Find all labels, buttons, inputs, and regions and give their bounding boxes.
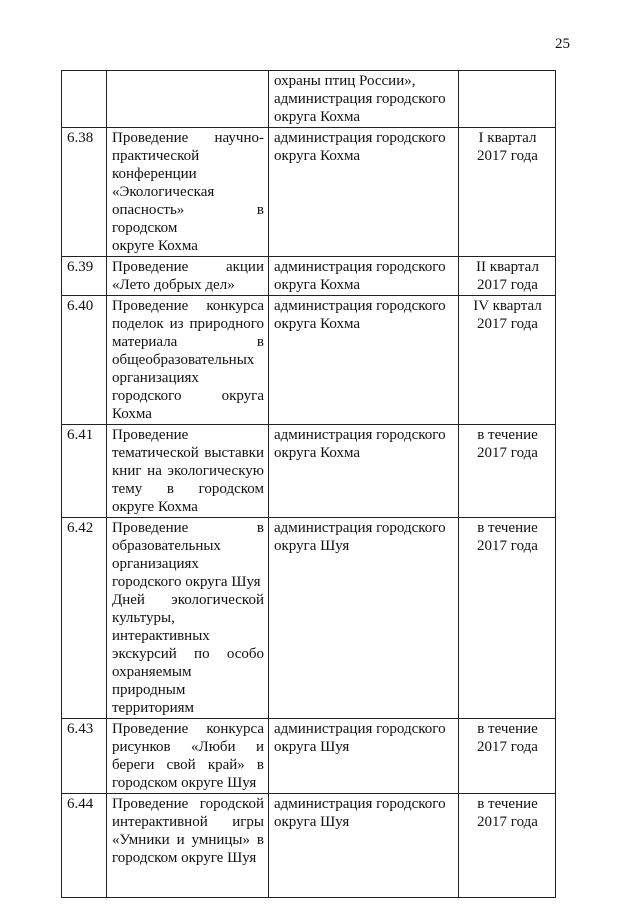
event-line: городском округе Шуя — [112, 775, 257, 791]
term-line: в течение — [477, 427, 538, 443]
responsible-line: администрация городского — [274, 91, 446, 107]
page-number: 25 — [555, 36, 570, 52]
responsible-cell — [269, 719, 459, 794]
event-line: «Лето добрых дел» — [112, 277, 235, 293]
event-line: Проведение конкурса — [112, 721, 264, 737]
responsible-line: администрация городского — [274, 130, 446, 146]
number-cell — [62, 71, 107, 128]
responsible-line: округа Шуя — [274, 739, 350, 755]
responsible-cell — [269, 71, 459, 128]
event-line: Проведение научно- — [112, 130, 264, 146]
event-cell — [107, 296, 269, 425]
event-cell — [107, 518, 269, 719]
event-line: Дней экологической — [112, 592, 264, 608]
event-line: городском округе Шуя — [112, 850, 257, 866]
event-line: городского округа — [112, 388, 264, 404]
term-line: 2017 года — [477, 538, 538, 554]
responsible-cell — [269, 128, 459, 257]
term-line: 2017 года — [477, 316, 538, 332]
event-cell — [107, 71, 269, 128]
responsible-cell — [269, 296, 459, 425]
event-line: охраняемым — [112, 664, 192, 680]
responsible-line: округа Кохма — [274, 277, 361, 293]
term-cell — [459, 257, 556, 296]
event-line: береги свой край» в — [112, 757, 264, 773]
term-line: IV квартал — [473, 298, 542, 314]
event-line: организациях — [112, 370, 199, 386]
table-row — [62, 128, 556, 257]
event-line: материала в — [112, 334, 264, 350]
event-line: территориям — [112, 700, 195, 716]
term-cell — [459, 518, 556, 719]
term-cell — [459, 128, 556, 257]
event-line: экскурсий по особо — [112, 646, 264, 662]
responsible-cell — [269, 794, 459, 898]
event-line: Проведение акции — [112, 259, 264, 275]
event-line: книг на экологическую — [112, 463, 264, 479]
responsible-line: администрация городского — [274, 796, 446, 812]
event-line: поделок из природного — [112, 316, 264, 332]
event-line: образовательных — [112, 538, 221, 554]
term-line: I квартал — [478, 130, 537, 146]
term-line: 2017 года — [477, 277, 538, 293]
term-line: в течение — [477, 721, 538, 737]
responsible-line: округа Кохма — [274, 445, 361, 461]
term-cell — [459, 719, 556, 794]
responsible-cell — [269, 425, 459, 518]
event-cell — [107, 425, 269, 518]
term-line: 2017 года — [477, 445, 538, 461]
event-line: «Экологическая — [112, 184, 215, 200]
term-line: 2017 года — [477, 814, 538, 830]
term-line: 2017 года — [477, 148, 538, 164]
event-line: культуры, — [112, 610, 175, 626]
event-line: округе Кохма — [112, 499, 198, 515]
table-row — [62, 257, 556, 296]
responsible-line: администрация городского — [274, 520, 446, 536]
event-line: «Умники и умницы» в — [112, 832, 264, 848]
event-line: конференции — [112, 166, 197, 182]
term-line: в течение — [477, 520, 538, 536]
event-line: общеобразовательных — [112, 352, 255, 368]
event-line: городского округа Шуя — [112, 574, 261, 590]
table-row — [62, 296, 556, 425]
term-cell — [459, 425, 556, 518]
row-number: 6.41 — [62, 425, 107, 518]
table-row — [62, 425, 556, 518]
row-number: 6.43 — [62, 719, 107, 794]
row-number: 6.39 — [62, 257, 107, 296]
row-number: 6.44 — [62, 794, 107, 898]
event-line: опасность» в городском — [112, 202, 264, 236]
table-row — [62, 518, 556, 719]
term-line: в течение — [477, 796, 538, 812]
responsible-cell — [269, 518, 459, 719]
event-line: интерактивной игры — [112, 814, 264, 830]
event-line: Проведение конкурса — [112, 298, 264, 314]
event-line: природным — [112, 682, 186, 698]
event-line: организациях — [112, 556, 199, 572]
row-number: 6.40 — [62, 296, 107, 425]
table-row-continuation — [62, 71, 556, 128]
event-line: Проведение городской — [112, 796, 264, 812]
event-line: Проведение — [112, 427, 189, 443]
table-row — [62, 794, 556, 898]
term-cell — [459, 794, 556, 898]
responsible-line: администрация городского — [274, 427, 446, 443]
event-line: рисунков «Люби и — [112, 739, 264, 755]
responsible-line: округа Шуя — [274, 814, 350, 830]
event-cell — [107, 128, 269, 257]
responsible-line: округа Кохма — [274, 316, 361, 332]
event-cell — [107, 719, 269, 794]
event-line: тему в городском — [112, 481, 264, 497]
event-line: Кохма — [112, 406, 152, 422]
responsible-line: охраны птиц России», — [274, 73, 416, 89]
events-plan-table — [61, 70, 556, 898]
responsible-line: округа Кохма — [274, 109, 361, 125]
event-line: округе Кохма — [112, 238, 198, 254]
responsible-line: администрация городского — [274, 721, 446, 737]
table-row — [62, 719, 556, 794]
responsible-line: округа Шуя — [274, 538, 350, 554]
row-number: 6.38 — [62, 128, 107, 257]
event-line: Проведение в — [112, 520, 264, 536]
responsible-line: округа Кохма — [274, 148, 361, 164]
event-line: тематической выставки — [112, 445, 264, 461]
responsible-line: администрация городского — [274, 298, 446, 314]
term-line: II квартал — [476, 259, 539, 275]
responsible-line: администрация городского — [274, 259, 446, 275]
event-line: интерактивных — [112, 628, 210, 644]
row-number: 6.42 — [62, 518, 107, 719]
term-line: 2017 года — [477, 739, 538, 755]
event-line: практической — [112, 148, 200, 164]
event-cell — [107, 794, 269, 898]
term-cell — [459, 296, 556, 425]
event-cell — [107, 257, 269, 296]
responsible-cell — [269, 257, 459, 296]
events-plan-body — [62, 71, 556, 898]
term-cell — [459, 71, 556, 128]
